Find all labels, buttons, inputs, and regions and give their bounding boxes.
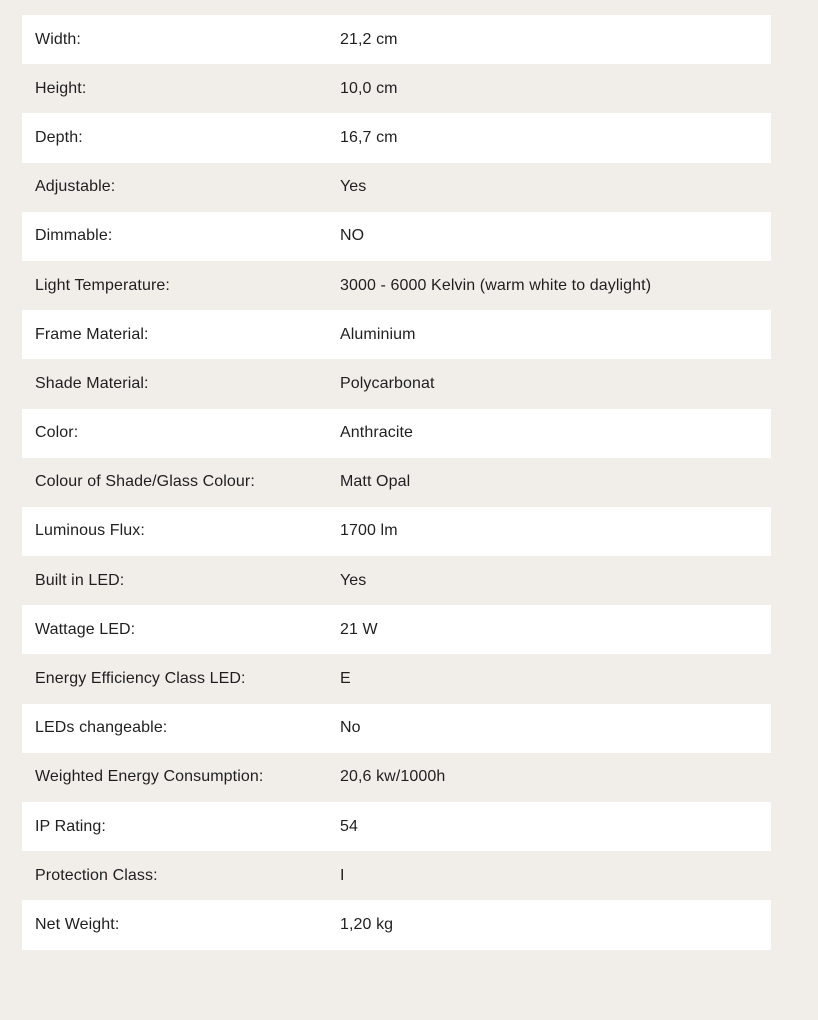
spec-row <box>22 458 771 507</box>
spec-row <box>22 556 771 605</box>
spec-label: Wattage LED: <box>35 620 136 638</box>
spec-row <box>22 64 771 113</box>
spec-label: Weighted Energy Consumption: <box>35 768 264 786</box>
specifications-table <box>22 15 771 950</box>
spec-row <box>22 704 771 753</box>
spec-value: Yes <box>340 571 367 589</box>
spec-row <box>22 654 771 703</box>
spec-label: Luminous Flux: <box>35 522 145 540</box>
spec-value: 1,20 kg <box>340 915 394 933</box>
spec-row <box>22 15 771 64</box>
spec-value: 10,0 cm <box>340 79 398 97</box>
spec-value: 21,2 cm <box>340 30 398 48</box>
spec-row <box>22 359 771 408</box>
spec-value: Anthracite <box>340 424 414 442</box>
spec-value: 20,6 kw/1000h <box>340 768 446 786</box>
spec-row <box>22 802 771 851</box>
spec-label: Adjustable: <box>35 178 116 196</box>
spec-value: Matt Opal <box>340 473 411 491</box>
spec-label: Dimmable: <box>35 227 113 245</box>
spec-value: Polycarbonat <box>340 374 435 392</box>
spec-row <box>22 163 771 212</box>
spec-label: Energy Efficiency Class LED: <box>35 670 246 688</box>
spec-label: Light Temperature: <box>35 276 170 294</box>
spec-row <box>22 261 771 310</box>
spec-row <box>22 113 771 162</box>
spec-label: Shade Material: <box>35 374 149 392</box>
spec-value: 21 W <box>340 620 378 638</box>
spec-value: 3000 - 6000 Kelvin (warm white to daylight) <box>340 276 652 294</box>
spec-label: Net Weight: <box>35 915 120 933</box>
spec-value: 54 <box>340 817 358 835</box>
spec-label: Color: <box>35 424 79 442</box>
spec-value: 16,7 cm <box>340 128 398 146</box>
spec-label: Protection Class: <box>35 866 158 884</box>
spec-label: Frame Material: <box>35 325 149 343</box>
spec-label: Depth: <box>35 128 83 146</box>
spec-value: E <box>340 670 351 688</box>
spec-value: Aluminium <box>340 325 416 343</box>
spec-value: No <box>340 719 361 737</box>
spec-row <box>22 507 771 556</box>
spec-value: Yes <box>340 178 367 196</box>
spec-row <box>22 900 771 949</box>
spec-row <box>22 310 771 359</box>
spec-value: NO <box>340 227 365 245</box>
spec-label: Height: <box>35 79 87 97</box>
spec-value: I <box>340 866 345 884</box>
spec-value: 1700 lm <box>340 522 398 540</box>
spec-label: LEDs changeable: <box>35 719 168 737</box>
spec-label: Colour of Shade/Glass Colour: <box>35 473 255 491</box>
spec-label: Built in LED: <box>35 571 125 589</box>
spec-label: Width: <box>35 30 81 48</box>
spec-row <box>22 212 771 261</box>
spec-row <box>22 851 771 900</box>
spec-row <box>22 605 771 654</box>
spec-label: IP Rating: <box>35 817 106 835</box>
spec-row <box>22 409 771 458</box>
spec-row <box>22 753 771 802</box>
